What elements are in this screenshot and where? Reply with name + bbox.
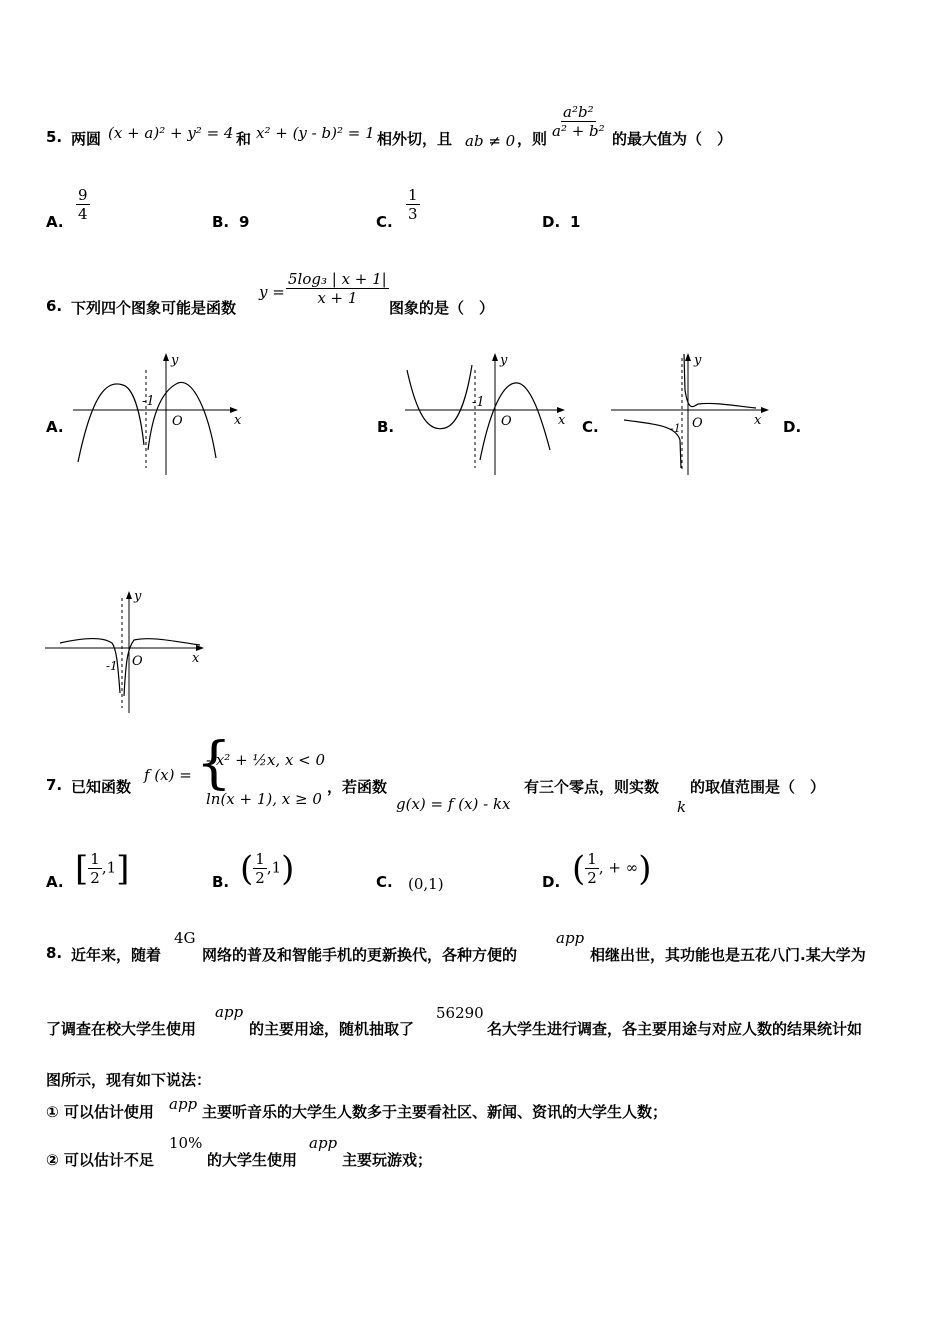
q5-circle1: (x + a)² + y² = 4 xyxy=(108,124,234,142)
q7-fx: f (x) = xyxy=(144,766,192,784)
q6-a-origin: O xyxy=(172,414,183,429)
q6-b-axis-x: x xyxy=(558,413,566,428)
q6-graph-b[interactable] xyxy=(400,350,575,480)
q7-number: 7. xyxy=(46,776,63,794)
q6-text-a: 下列四个图象可能是函数 xyxy=(71,299,237,317)
q6-c-tick: -1 xyxy=(670,422,681,435)
q5-text-a: 两圆 xyxy=(71,130,102,148)
q5-fraction xyxy=(550,103,607,140)
q6-graph-d[interactable] xyxy=(42,588,212,718)
q7-brace: { xyxy=(196,731,232,796)
q7-option-a-value[interactable]: [ $\frac{1}{2}$ ,1] xyxy=(75,848,130,889)
q6-text-b: 图象的是（ ） xyxy=(389,299,495,317)
q7-text-d: 的取值范围是（ ） xyxy=(690,778,826,796)
q5-option-d-label[interactable]: D. xyxy=(542,213,561,231)
q8-line2-c: 名大学生进行调查，各主要用途与对应人数的结果统计如 xyxy=(487,1020,863,1038)
q8-statement1-a: ① 可以估计使用 xyxy=(46,1103,154,1121)
q5-text-c: ，则 xyxy=(517,130,548,148)
q8-line3: 图所示，现有如下说法： xyxy=(46,1071,212,1089)
q8-4g: 4G xyxy=(174,929,196,947)
q7-case1: - x² + ½x, x < 0 xyxy=(206,751,326,769)
q6-number: 6. xyxy=(46,297,63,315)
q8-app-2: app xyxy=(215,1003,244,1021)
q7-option-c-value[interactable]: (0,1) xyxy=(408,875,444,893)
q8-line1-b: 网络的普及和智能手机的更新换代，各种方便的 xyxy=(202,946,518,964)
q6-d-tick: -1 xyxy=(106,659,118,673)
q7-option-b-value[interactable]: ( $\frac{1}{2}$ ,1) xyxy=(240,848,295,889)
q8-app-3: app xyxy=(169,1095,198,1113)
q8-percent: 10% xyxy=(169,1134,203,1152)
q8-line2-b: 的主要用途，随机抽取了 xyxy=(249,1020,415,1038)
q5-text-d: 的最大值为（ ） xyxy=(612,130,733,148)
q6-d-axis-x: x xyxy=(192,651,200,666)
q6-c-axis-x: x xyxy=(754,413,762,428)
q6-y-eq: y = xyxy=(259,283,285,301)
q6-option-c-label[interactable]: C. xyxy=(582,418,599,436)
q7-k: k xyxy=(677,798,687,816)
q6-d-axis-y: y xyxy=(134,589,142,604)
q6-b-origin: O xyxy=(501,414,512,429)
q6-option-d-label[interactable]: D. xyxy=(783,418,802,436)
q6-a-axis-x: x xyxy=(234,413,242,428)
q8-statement1-b: 主要听音乐的大学生人数多于主要看社区、新闻、资讯的大学生人数； xyxy=(202,1103,668,1121)
q5-option-b-label[interactable]: B. xyxy=(212,213,230,231)
q6-option-b-label[interactable]: B. xyxy=(377,418,395,436)
q6-b-tick: -1 xyxy=(472,395,485,410)
q6-graph-c[interactable] xyxy=(606,350,776,480)
q8-statement2-a: ② 可以估计不足 xyxy=(46,1151,154,1169)
q6-d-origin: O xyxy=(132,654,143,669)
q8-line1-a: 近年来，随着 xyxy=(71,946,162,964)
q5-frac-num: a²b² xyxy=(563,103,594,121)
q7-option-d-value[interactable]: ( $\frac{1}{2}$ , + ∞) xyxy=(572,848,652,889)
q7-text-c: 有三个零点，则实数 xyxy=(524,778,660,796)
q6-a-axis-y: y xyxy=(171,353,179,368)
q5-condition: ab ≠ 0 xyxy=(465,132,516,150)
q6-frac-den: x + 1 xyxy=(317,289,358,307)
q5-text-and: 和 xyxy=(236,130,252,148)
q8-line2-a: 了调查在校大学生使用 xyxy=(46,1020,197,1038)
q6-c-origin: O xyxy=(692,416,703,431)
q6-option-a-label[interactable]: A. xyxy=(46,418,64,436)
q5-option-c-label[interactable]: C. xyxy=(376,213,393,231)
q6-a-tick: -1 xyxy=(142,394,155,409)
q8-number: 8. xyxy=(46,944,63,962)
q8-statement2-b: 的大学生使用 xyxy=(207,1151,298,1169)
q8-app-4: app xyxy=(309,1134,338,1152)
q5-option-d-value[interactable]: 1 xyxy=(570,213,581,231)
q8-count: 56290 xyxy=(436,1004,484,1022)
q5-text-b: 相外切，且 xyxy=(377,130,453,148)
q7-option-d-label[interactable]: D. xyxy=(542,873,561,891)
q7-option-c-label[interactable]: C. xyxy=(376,873,393,891)
q5-option-b-value[interactable]: 9 xyxy=(239,213,250,231)
q6-c-axis-y: y xyxy=(694,353,702,368)
q7-option-a-label[interactable]: A. xyxy=(46,873,64,891)
q8-line1-c: 相继出世，其功能也是五花八门.某大学为 xyxy=(590,946,866,964)
q5-option-a-value[interactable]: $\frac{9}{4}$ xyxy=(78,186,88,223)
q7-case2: ln(x + 1), x ≥ 0 xyxy=(206,790,322,808)
q8-statement2-c: 主要玩游戏； xyxy=(342,1151,433,1169)
q6-frac-num: 5log₃ | x + 1| xyxy=(288,270,387,288)
q6-fraction xyxy=(286,270,389,307)
q7-option-b-label[interactable]: B. xyxy=(212,873,230,891)
q5-number: 5. xyxy=(46,128,63,146)
q5-option-a-label[interactable]: A. xyxy=(46,213,64,231)
q5-frac-den: a² + b² xyxy=(552,122,605,140)
q7-text-b: ，若函数 xyxy=(327,778,388,796)
q7-text-a: 已知函数 xyxy=(71,778,132,796)
q6-graph-a[interactable] xyxy=(68,350,243,480)
q8-app-1: app xyxy=(556,929,585,947)
q7-gx: g(x) = f (x) - kx xyxy=(396,795,511,813)
q5-option-c-value[interactable]: $\frac{1}{3}$ xyxy=(408,186,418,223)
q5-circle2: x² + (y - b)² = 1 xyxy=(256,124,375,142)
q6-b-axis-y: y xyxy=(500,353,508,368)
